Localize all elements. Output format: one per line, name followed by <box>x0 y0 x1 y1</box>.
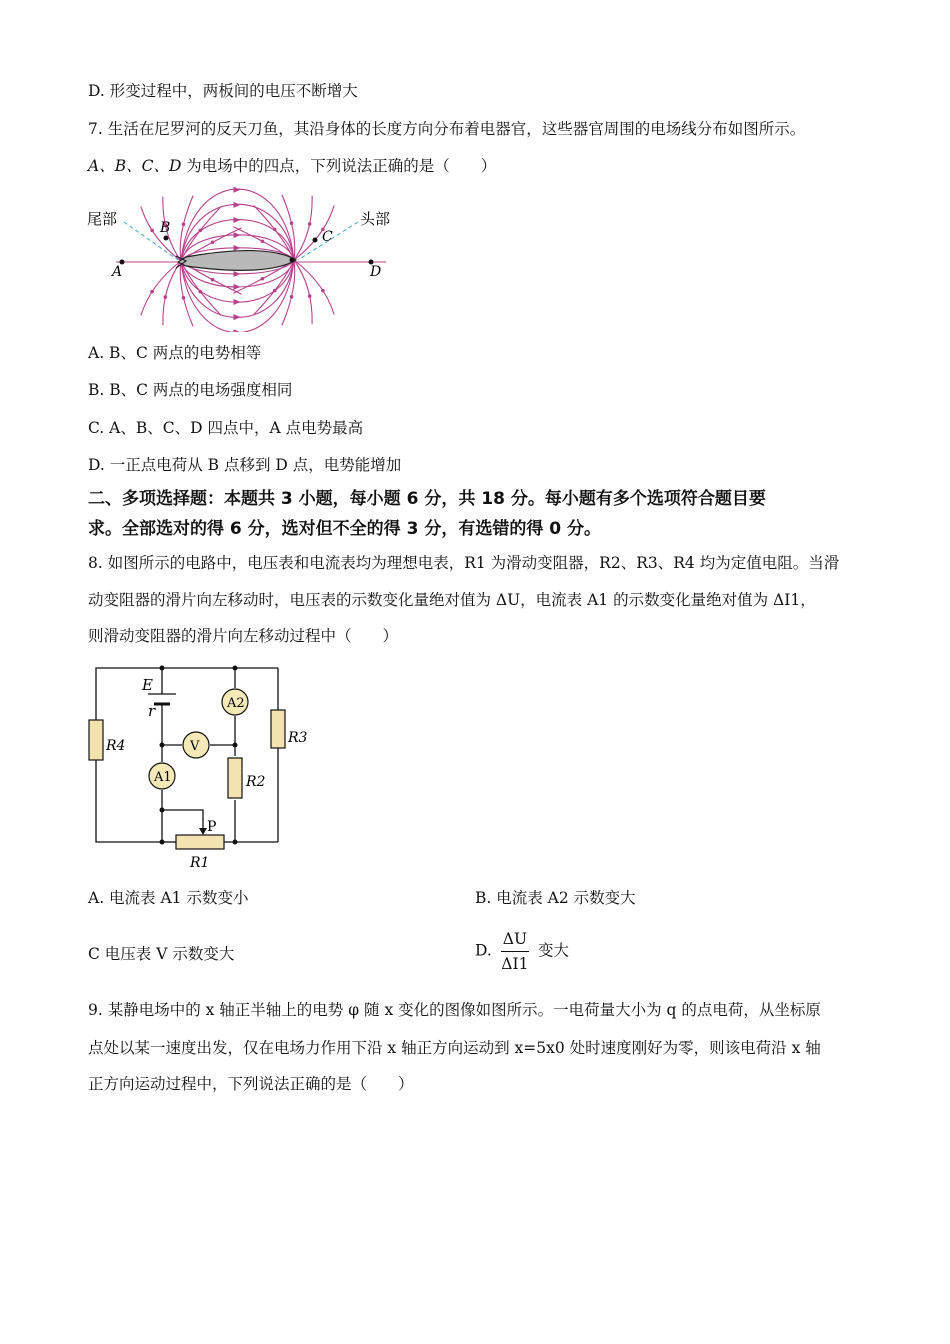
point-a-label: A <box>112 264 123 280</box>
field-line <box>294 196 312 260</box>
q7-stem-rest: 为电场中的四点，下列说法正确的是（ ） <box>181 157 497 175</box>
q8-stem-line-2: 动变阻器的滑片向左移动时，电压表的示数变化量绝对值为 ΔU，电流表 A1 的示数变化量绝对值为 ΔI1， <box>88 591 816 609</box>
junction <box>160 840 165 845</box>
point-b-dot <box>164 236 169 241</box>
field-arrow <box>150 229 154 233</box>
field-arrow <box>290 221 294 225</box>
field-arrow <box>261 240 265 244</box>
label-a1: A1 <box>154 770 172 785</box>
section-2-header-line-1: 二、多项选择题：本题共 3 小题，每小题 6 分，共 18 分。每小题有多个选项符合题目要 <box>88 489 766 509</box>
label-e: E <box>142 676 153 694</box>
field-arrow <box>273 228 277 232</box>
resistor-r1 <box>176 835 224 849</box>
point-c-label: C <box>322 229 333 245</box>
fraction-denominator: ΔI1 <box>501 955 529 973</box>
q8-option-a: A. 电流表 A1 示数变小 <box>88 889 249 907</box>
resistor-r3 <box>271 710 285 748</box>
q8-option-d-suffix: 变大 <box>537 941 569 960</box>
q7-field-figure <box>86 186 406 332</box>
point-c-dot <box>313 238 318 243</box>
resistor-r4 <box>89 720 103 760</box>
label-head: 头部 <box>360 210 391 228</box>
field-line <box>163 261 181 325</box>
field-arrow <box>198 229 202 233</box>
q8-option-c: C 电压表 V 示数变大 <box>88 945 235 963</box>
section-2-header-line-2: 求。全部选对的得 6 分，选对但不全的得 3 分，有选错的得 0 分。 <box>88 519 601 539</box>
field-arrow <box>150 290 154 294</box>
field-arrow <box>182 296 186 300</box>
label-v: V <box>190 739 200 754</box>
label-r4: R4 <box>106 738 126 754</box>
field-arrow <box>234 232 241 238</box>
point-b-label: B <box>160 220 171 236</box>
field-line <box>294 260 312 324</box>
field-arrow <box>234 314 241 320</box>
field-arrow <box>261 277 265 281</box>
point-d-label: D <box>370 264 382 280</box>
junction <box>160 808 165 813</box>
q7-option-b: B. B、C 两点的电场强度相同 <box>88 381 293 399</box>
field-arrow <box>290 295 294 299</box>
junction <box>160 666 165 671</box>
resistor-r2 <box>228 758 242 798</box>
field-arrow <box>234 217 241 223</box>
q8-circuit-figure <box>86 660 316 876</box>
q7-stem-line-1: 7. 生活在尼罗河的反天刀鱼，其沿身体的长度方向分布着电器官，这些器官周围的电场线分布如图所示。 <box>88 120 806 138</box>
fish-body <box>178 251 296 271</box>
q7-stem-line-2 <box>88 156 496 176</box>
q7-points-label: A、B、C、D <box>88 157 182 175</box>
field-line <box>141 261 181 315</box>
field-arrow <box>308 222 312 226</box>
field-arrow <box>198 290 202 294</box>
field-line <box>294 260 334 314</box>
q8-option-d-prefix: D. <box>475 941 492 960</box>
label-a2: A2 <box>227 696 245 711</box>
field-arrow <box>182 222 186 226</box>
label-p: P <box>207 819 217 835</box>
field-arrow <box>234 284 241 290</box>
label-r1: R1 <box>190 855 210 871</box>
junction <box>233 743 238 748</box>
field-arrow <box>321 289 325 293</box>
junction <box>233 666 238 671</box>
q7-option-a: A. B、C 两点的电势相等 <box>88 344 262 362</box>
q8-stem-line-3: 则滑动变阻器的滑片向左移动过程中（ ） <box>88 627 399 645</box>
label-tail: 尾部 <box>87 210 118 228</box>
label-r3: R3 <box>288 730 308 746</box>
q6-option-d: D. 形变过程中，两板间的电压不断增大 <box>88 82 358 100</box>
field-arrow <box>308 294 312 298</box>
q9-stem-line-2: 点处以某一速度出发，仅在电场力作用下沿 x 轴正方向运动到 x=5x0 处时速度刚好为零，则该电荷沿 x 轴 <box>88 1039 821 1057</box>
q9-stem-line-1: 9. 某静电场中的 x 轴正半轴上的电势 φ 随 x 变化的图像如图所示。一电荷量大小为 q 的点电荷，从坐标原 <box>88 1001 821 1019</box>
label-r2: R2 <box>246 774 266 790</box>
field-arrow <box>273 289 277 293</box>
field-arrow <box>234 202 241 208</box>
field-arrow <box>211 278 215 282</box>
field-arrow <box>211 241 215 245</box>
junction <box>160 743 165 748</box>
head-charge-dot <box>290 258 295 263</box>
q8-option-b: B. 电流表 A2 示数变大 <box>475 889 636 907</box>
field-arrow <box>234 271 241 277</box>
q8-stem-line-1: 8. 如图所示的电路中，电压表和电流表均为理想电表，R1 为滑动变阻器，R2、R3、R4 均为定值电阻。当滑 <box>88 554 840 572</box>
q8-option-d <box>475 928 569 975</box>
field-arrow <box>234 299 241 305</box>
q8-option-d-fraction <box>501 928 529 975</box>
q7-option-c: C. A、B、C、D 四点中，A 点电势最高 <box>88 419 364 437</box>
field-arrow <box>234 187 241 193</box>
junction <box>233 840 238 845</box>
slider-arrow <box>199 828 207 835</box>
q7-option-d: D. 一正点电荷从 B 点移到 D 点，电势能增加 <box>88 456 402 474</box>
field-arrow <box>164 295 168 299</box>
label-r: r <box>148 702 156 720</box>
q9-stem-line-3: 正方向运动过程中，下列说法正确的是（ ） <box>88 1075 414 1093</box>
field-arrow <box>234 329 241 332</box>
fraction-numerator: ΔU <box>501 928 529 952</box>
